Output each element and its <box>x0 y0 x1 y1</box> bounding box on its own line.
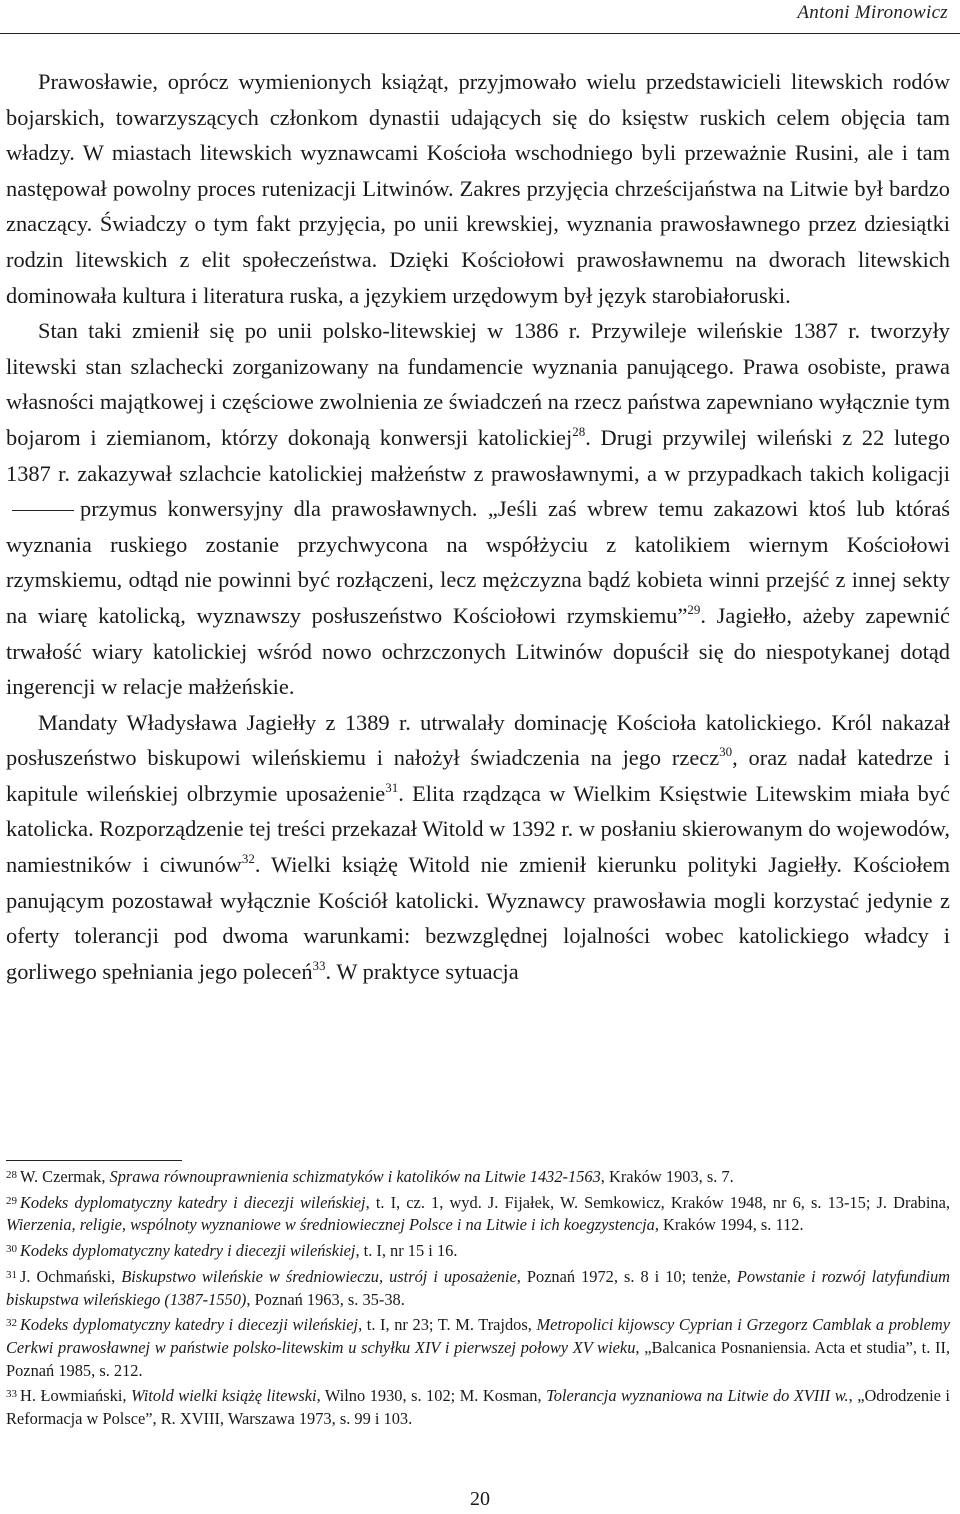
footnote-number: 28 <box>6 1169 17 1181</box>
footnote-ref[interactable]: 29 <box>687 601 701 617</box>
footnote-29: $^{29}$ Kodeks dyplomatyczny katedry i diecezji wileńskiej, t. I, cz. 1, wyd. J. Fijałek, W. Semkowicz, Kraków 1948, nr 6, s. 13-15; J. Drabina, Wierzenia, religie, wspólnoty wyznaniowe w średniowiecznej Polsce i na Litwie i ich koegzystencja, Kraków 1994, s. 112. <box>6 1192 950 1235</box>
footnote-28: $^{28}$ W. Czermak, Sprawa równouprawnienia schizmatyków i katolików na Litwie 1432-1563, Kraków 1903, s. 7. <box>6 1167 734 1186</box>
footnote-number: 30 <box>6 1243 17 1256</box>
footnote-30: $^{30}$ Kodeks dyplomatyczny katedry i diecezji wileńskiej, t. I, nr 15 i 16. <box>6 1241 458 1261</box>
footnote-ref[interactable]: 32 <box>241 851 255 867</box>
paragraph: Mandaty Władysława Jagiełły z 1389 r. utrwalały dominację Kościoła katolickiego. Król nakazał posłuszeństwo biskupowi wileńskiemu i nałożył świadczenia na jego rzecz$^{30}$, oraz nadał katedrze i kapitule wileńskiej olbrzymie uposażenie$^{31}$. Elita rządząca w Wielkim Księstwie Litewskim miała być katolicka. Rozporządzenie tej treści przekazał Witold w 1392 r. w posłaniu skierowanym do wojewodów, namiestników i ciwunów$^{32}$. Wielki książę Witold nie zmienił kierunku polityki Jagiełły. Kościołem panującym pozostawał wyłącznie Kościół katolicki. Wyznawcy prawosławia mogli korzystać jedynie z oferty tolerancji pod dwoma warunkami: bezwzględnej lojalności wobec katolickiego władcy i gorliwego spełniania jego poleceń$^{33}$. W praktyce sytuacja <box>6 709 950 984</box>
paragraph: Prawosławie, oprócz wymienionych książąt, przyjmowało wielu przedstawicieli litewskich rodów bojarskich, towarzyszących członkom dynastii udających się do księstw ruskich celem objęcia tam władzy. W miastach litewskich wyznawcami Kościoła wschodniego byli przeważnie Rusini, ale i tam następował powolny proces rutenizacji Litwinów. Zakres przyjęcia chrześcijaństwa na Litwie był bardzo znaczący. Świadczy o tym fakt przyjęcia, po unii krewskiej, wyznania prawosławnego przez dziesiątki rodzin litewskich z elit społeczeństwa. Dzięki Kościołowi prawosławnemu na dworach litewskich dominowała kultura i literatura ruska, a językiem urzędowym był język starobiałoruski. <box>6 69 950 308</box>
footnotes <box>6 1164 950 1432</box>
footnote-31: $^{31}$ J. Ochmański, Biskupstwo wileńskie w średniowieczu, ustrój i uposażenie, Poznań 1972, s. 8 i 10; tenże, Powstanie i rozwój latyfundium biskupstwa wileńskiego (1387-1550), Poznań 1963, s. 35-38. <box>6 1266 950 1309</box>
running-header: Antoni Mironowicz <box>797 2 948 23</box>
footnote-ref[interactable]: 33 <box>312 957 326 973</box>
header-rule <box>0 33 960 34</box>
footnote-ref[interactable]: 28 <box>572 423 586 439</box>
footnote-separator <box>6 1160 182 1161</box>
footnote-32: $^{32}$ Kodeks dyplomatyczny katedry i diecezji wileńskiej, t. I, nr 23; T. M. Trajdos, Metropolici kijowscy Cyprian i Grzegorz Camblak a problemy Cerkwi prawosławnej w państwie polsko-litewskim u schyłku XIV i pierwszej połowy XV wieku, „Balcanica Posnaniensia. Acta et studia”, t. II, Poznań 1985, s. 212. <box>6 1315 951 1380</box>
em-dash <box>12 510 74 511</box>
footnote-number: 33 <box>6 1388 17 1401</box>
footnote-number: 29 <box>6 1194 17 1207</box>
page-number: 20 <box>470 1488 490 1510</box>
body-text <box>6 64 950 989</box>
footnote-ref[interactable]: 30 <box>719 744 733 760</box>
footnote-number: 31 <box>6 1268 17 1281</box>
footnote-number: 32 <box>6 1317 17 1330</box>
paragraph: Stan taki zmienił się po unii polsko-litewskiej w 1386 r. Przywileje wileńskie 1387 r. tworzyły litewski stan szlachecki zorganizowany na fundamencie wyznania panującego. Prawa osobiste, prawa własności majątkowej i częściowe zwolnienia ze świadczeń na rzecz państwa zapewniano wyłącznie tym bojarom i ziemianom, którzy dokonają konwersji katolickiej$^{28}$. Drugi przywilej wileński z 22 lutego 1387 r. zakazywał szlachcie katolickiej małżeństw z prawosławnymi, a w przypadkach takich koligacjiprzymus konwersyjny dla prawosławnych. „Jeśli zaś wbrew temu zakazowi ktoś lub któraś wyznania ruskiego zostanie przychwycona na współżyciu z katolikiem wiernym Kościołowi rzymskiemu, odtąd nie powinni być rozłączeni, lecz mężczyzna bądź kobieta winni przejść z innej sekty na wiarę katolicką, wyznawszy posłuszeństwo Kościołowi rzymskiemu”$^{29}$. Jagiełło, ażeby zapewnić trwałość wiary katolickiej wśród nowo ochrzczonych Litwinów dopuścił się do niespotykanej dotąd ingerencji w relacje małżeńskie. <box>6 318 950 700</box>
footnote-33: $^{33}$ H. Łowmiański, Witold wielki książę litewski, Wilno 1930, s. 102; M. Kosman, Tolerancja wyznaniowa na Litwie do XVIII w., „Odrodzenie i Reformacja w Polsce”, R. XVIII, Warszawa 1973, s. 99 i 103. <box>6 1386 950 1428</box>
footnote-ref[interactable]: 31 <box>385 779 399 795</box>
